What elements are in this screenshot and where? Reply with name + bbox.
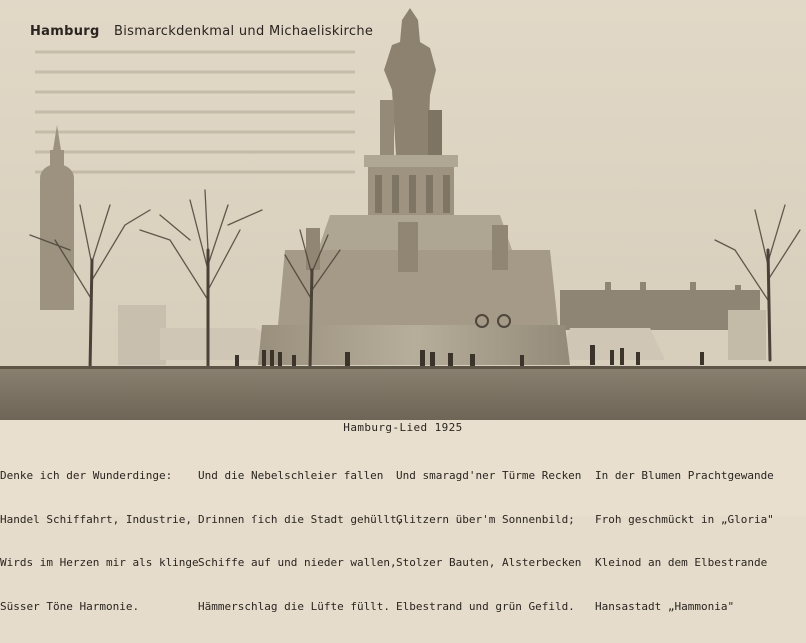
verse-2 xyxy=(198,440,403,643)
verse-line: Elbestrand und grün Gefild. xyxy=(396,599,575,613)
verse-3 xyxy=(396,440,581,643)
verse-line: Handel Schiffahrt, Industrie, xyxy=(0,512,193,526)
right-pillar xyxy=(728,310,766,360)
verse-4 xyxy=(595,440,774,643)
verse-line: Glitzern über'm Sonnenbild; xyxy=(396,512,575,526)
verse-line: Denke ich der Wunderdinge: xyxy=(0,469,173,482)
verse-line: Süsser Töne Harmonie. xyxy=(0,599,140,613)
verse-line: Stolzer Bauten, Alsterbecken xyxy=(396,556,582,569)
verse-line: Froh geschmückt in „Gloria" xyxy=(595,512,774,526)
verse-line: Hämmerschlag die Lüfte füllt. xyxy=(198,599,391,613)
fence xyxy=(0,366,806,369)
song-title: Hamburg-Lied 1925 xyxy=(343,421,463,434)
verse-line: Und die Nebelschleier fallen xyxy=(198,469,384,482)
postcard-title xyxy=(30,24,373,39)
verse-line: Und smaragd'ner Türme Recken xyxy=(396,469,582,482)
verse-line: Wirds im Herzen mir als klinge xyxy=(0,556,199,569)
verse-line: Drinnen ſich die Stadt gehüllt, xyxy=(198,512,404,526)
verse-line: Kleinod an dem Elbestrande xyxy=(595,556,768,569)
verse-line: In der Blumen Prachtgewande xyxy=(595,469,774,482)
title-subject: Bismarckdenkmal und Michaeliskirche xyxy=(114,24,374,39)
left-pillar xyxy=(118,305,166,365)
title-city: Hamburg xyxy=(30,24,100,39)
verses xyxy=(0,440,806,613)
lawn xyxy=(0,368,806,420)
verse-line: Hansastadt „Hammonia" xyxy=(595,599,735,613)
verse-1 xyxy=(0,440,199,643)
verse-line: Schiffe auf und nieder wallen, xyxy=(198,556,397,569)
